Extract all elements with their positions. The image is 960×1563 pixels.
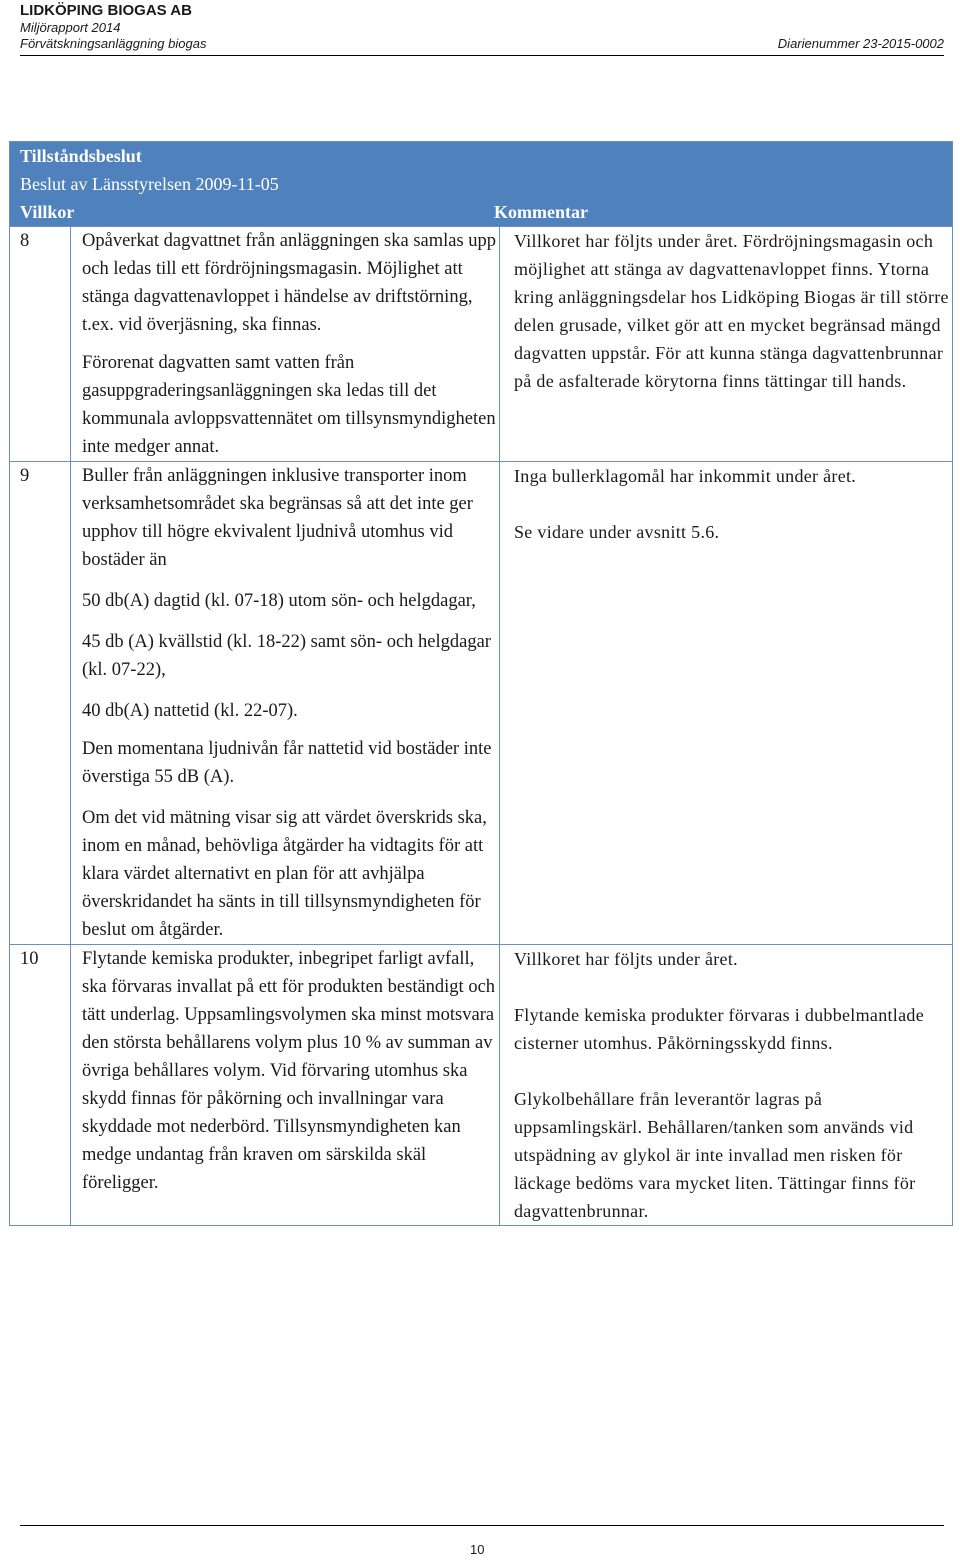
condition-paragraph: Den momentana ljudnivån får nattetid vid bostäder inte överstiga 55 dB (A).	[82, 739, 492, 787]
table-column-headers	[10, 198, 952, 226]
table-row	[10, 226, 952, 461]
comment-paragraph: Villkoret har följts under året.	[514, 949, 738, 969]
comment-text	[500, 462, 952, 944]
comment-paragraph: Se vidare under avsnitt 5.6.	[514, 522, 720, 542]
report-subject: Förvätskningsanläggning biogas	[20, 36, 207, 51]
condition-text	[71, 945, 500, 1225]
column-header-kommentar: Kommentar	[494, 202, 588, 222]
table-title: Tillståndsbeslut	[10, 142, 952, 170]
condition-number: 10	[10, 945, 71, 1225]
header-row	[20, 36, 944, 56]
report-title: Miljörapport 2014	[20, 20, 121, 35]
condition-paragraph: 40 db(A) nattetid (kl. 22-07).	[82, 701, 298, 721]
comment-paragraph: Inga bullerklagomål har inkommit under året.	[514, 466, 857, 486]
comment-text	[500, 945, 952, 1225]
table-subtitle: Beslut av Länsstyrelsen 2009-11-05	[10, 170, 952, 198]
condition-number: 8	[10, 227, 71, 461]
condition-text	[71, 462, 500, 944]
condition-paragraph: Förorenat dagvatten samt vatten från gasuppgraderingsanläggningen ska ledas till det kommunala avloppsvattennätet om tillsynsmyndigheten inte medger annat.	[82, 353, 496, 457]
table-row	[10, 944, 952, 1225]
condition-paragraph: Om det vid mätning visar sig att värdet överskrids ska, inom en månad, behövliga åtgärder ha vidtagits för att klara värdet alternativt en plan för att avhjälpa överskridandet ha sänts in till tillsynsmyndigheten för beslut om åtgärder.	[82, 808, 487, 940]
condition-number: 9	[10, 462, 71, 944]
condition-paragraph: Buller från anläggningen inklusive transporter inom verksamhetsområdet ska begränsas så att det inte ger upphov till högre ekvivalent ljudnivå utomhus vid bostäder än	[82, 466, 473, 570]
condition-paragraph: Opåverkat dagvattnet från anläggningen ska samlas upp och ledas till ett fördröjningsmagasin. Möjlighet att stänga dagvattenavloppet i händelse av driftstörning, t.ex. vid överjäsning, ska finnas.	[82, 231, 497, 335]
comment-text	[500, 227, 952, 461]
diary-number: Diarienummer 23-2015-0002	[777, 36, 944, 51]
comment-paragraph: Flytande kemiska produkter förvaras i dubbelmantlade cisterner utomhus. Påkörningsskydd finns.	[514, 1005, 924, 1053]
conditions-table	[9, 141, 953, 1226]
condition-paragraph: 45 db (A) kvällstid (kl. 18-22) samt sön- och helgdagar (kl. 07-22),	[82, 632, 491, 680]
condition-paragraph: 50 db(A) dagtid (kl. 07-18) utom sön- och helgdagar,	[82, 591, 476, 611]
page-number: 10	[470, 1542, 485, 1557]
condition-paragraph: Flytande kemiska produkter, inbegripet farligt avfall, ska förvaras invallat på ett för produkten beständigt och tätt underlag. Uppsamlingsvolymen ska minst motsvara den största behållarens volym plus 10 % av summan av övriga behållares volym. Vid förvaring utomhus ska skydd finnas för påkörning och invallningar vara skyddade mot nederbörd. Tillsynsmyndigheten kan medge undantag från kraven om särskilda skäl föreligger.	[82, 949, 496, 1193]
page-header	[20, 2, 944, 56]
footer-rule	[20, 1525, 944, 1526]
column-header-villkor: Villkor	[20, 202, 75, 222]
comment-paragraph: Villkoret har följts under året. Fördröjningsmagasin och möjlighet att stänga av dagvattenavloppet finns. Ytorna kring anläggningsdelar hos Lidköping Biogas är till större delen grusade, vilket gör att en mycket begränsad mängd dagvatten uppstår. För att kunna stänga dagvattenbrunnar på de asfalterade körytorna finns tättingar till hands.	[514, 231, 949, 391]
table-row	[10, 461, 952, 944]
company-name: LIDKÖPING BIOGAS AB	[20, 2, 192, 19]
comment-paragraph: Glykolbehållare från leverantör lagras på uppsamlingskärl. Behållaren/tanken som används vid utspädning av glykol är inte invallad men risken för läckage bedöms vara mycket liten. Tättingar finns för dagvattenbrunnar.	[514, 1089, 916, 1221]
condition-text	[71, 227, 500, 461]
